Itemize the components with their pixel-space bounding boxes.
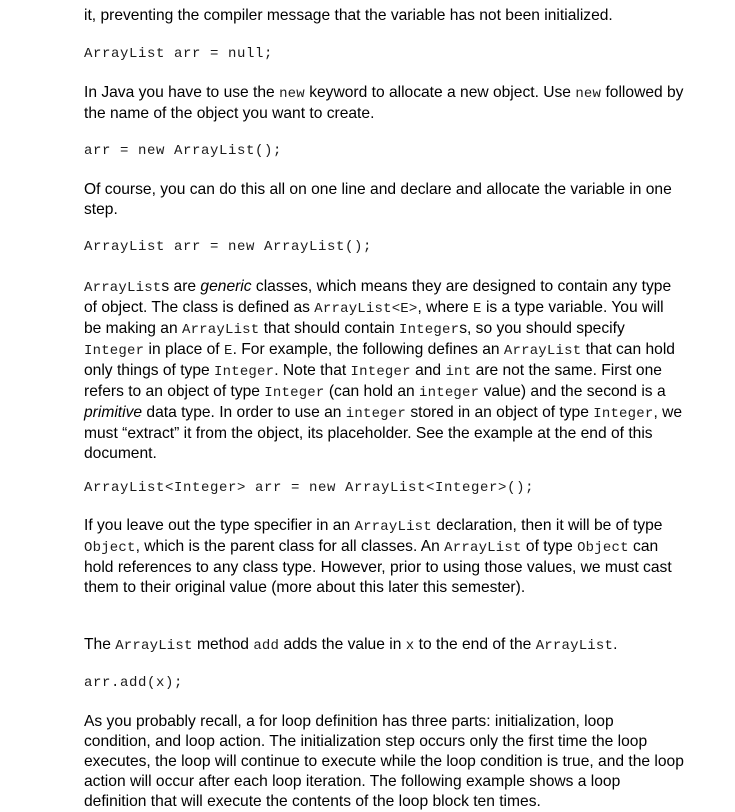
code-declare-null: ArrayList arr = null; xyxy=(84,46,274,62)
inline-code: integer xyxy=(419,385,480,401)
inline-code: ArrayList xyxy=(444,540,522,556)
inline-code: new xyxy=(575,86,602,102)
paragraph-one-line: Of course, you can do this all on one line and declare and allocate the variable in one step. xyxy=(84,181,672,218)
inline-code: Object xyxy=(577,540,629,556)
inline-code: ArrayList<E> xyxy=(314,301,418,317)
code-allocate: arr = new ArrayList(); xyxy=(84,143,283,159)
paragraph-intro: it, preventing the compiler message that the variable has not been initialized. xyxy=(84,7,613,24)
inline-code: ArrayList xyxy=(115,638,193,654)
code-generic-declare: ArrayList<Integer> arr = new ArrayList<Integer>(); xyxy=(84,480,535,496)
code-declare-allocate: ArrayList arr = new ArrayList(); xyxy=(84,239,373,255)
inline-code: ArrayList xyxy=(503,343,582,359)
inline-code: Integer xyxy=(214,364,275,380)
paragraph-new-keyword: In Java you have to use the new keyword to allocate a new object. Use new followed by the name of the object you want to create. xyxy=(84,84,684,122)
paragraph-generic: ArrayLists are generic classes, which means they are designed to contain any type of object. The class is defined as ArrayList<E>, where E is a type variable. You will be making an ArrayList that should contain Integers, so you should specify Integer in place of E. For example, the following defines an ArrayList that can hold only things of type Integer. Note that Integer and int are not the same. First one refers to an object of type Integer (can hold an integer value) and the second is a primitive data type. In order to use an integer stored in an object of type Integer, we must “extract” it from the object, its placeholder. See the example at the end of this document. xyxy=(84,278,683,462)
inline-code: E xyxy=(223,343,233,359)
inline-code: integer xyxy=(345,406,406,422)
inline-code: x xyxy=(405,638,415,654)
inline-code: Integer xyxy=(350,364,411,380)
inline-code: int xyxy=(445,364,472,380)
inline-code: Object xyxy=(84,540,136,556)
inline-code: ArrayList xyxy=(354,519,432,535)
inline-code: add xyxy=(253,638,280,654)
inline-code: ArrayList xyxy=(84,280,162,296)
inline-code: Integer xyxy=(398,322,460,338)
inline-code: Integer xyxy=(264,385,325,401)
paragraph-object-type: If you leave out the type specifier in an ArrayList declaration, then it will be of type Object, which is the parent class for all classes. An ArrayList of type Object can hold references to any class type. However, prior to using those values, we must cast them to their original value (more about this later this semester). xyxy=(84,517,672,596)
inline-code: Integer xyxy=(593,406,654,422)
inline-code: ArrayList xyxy=(535,638,614,654)
inline-code: Integer xyxy=(84,343,145,359)
inline-code: E xyxy=(473,301,482,317)
paragraph-for-loop: As you probably recall, a for loop definition has three parts: initialization, loop condition, and loop action. The initialization step occurs only the first time the loop executes, the loop will continue to execute while the loop condition is true, and the loop action will occur after each loop iteration. The following example shows a loop definition that will execute the contents of the loop block ten times. xyxy=(84,713,684,810)
paragraph-add-method: The ArrayList method add adds the value in x to the end of the ArrayList. xyxy=(84,636,618,654)
code-add-call: arr.add(x); xyxy=(84,675,184,691)
inline-code: new xyxy=(279,86,305,102)
inline-code: ArrayList xyxy=(181,322,260,338)
